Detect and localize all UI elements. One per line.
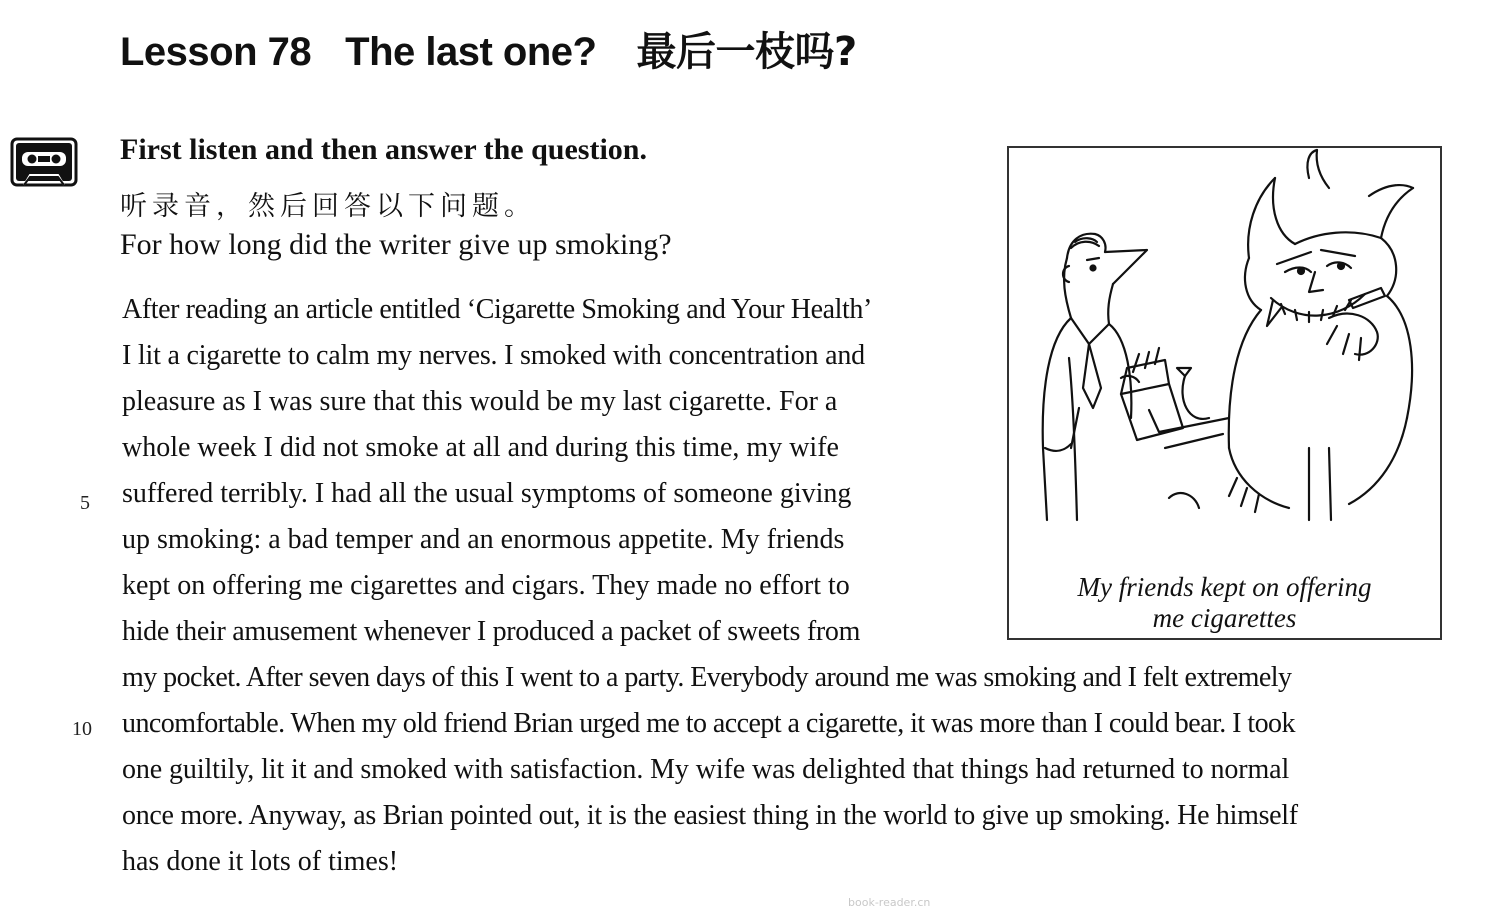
instruction-en: First listen and then answer the question.: [120, 133, 647, 166]
line-number-5: 5: [80, 492, 90, 514]
figure-caption-line2: me cigarettes: [1152, 603, 1297, 633]
passage-line: has done it lots of times!: [122, 846, 399, 877]
watermark-text: book-reader.cn: [848, 896, 931, 909]
passage-line: I lit a cigarette to calm my nerves. I smoked with concentration and: [122, 340, 865, 371]
lesson-title-en: The last one?: [345, 30, 597, 74]
lesson-title: [120, 20, 857, 77]
passage-line: my pocket. After seven days of this I went to a party. Everybody around me was smoking and I felt extremely: [122, 662, 1292, 693]
figure-caption-line1: My friends kept on offering: [1077, 572, 1372, 602]
lesson-number: Lesson 78: [120, 30, 312, 74]
cassette-icon[interactable]: [10, 137, 78, 191]
passage-line: up smoking: a bad temper and an enormous appetite. My friends: [122, 524, 845, 555]
question-text: For how long did the writer give up smoking?: [120, 228, 672, 261]
instruction-zh: 听录音，然后回答以下问题。: [120, 191, 536, 222]
line-number-10: 10: [72, 718, 92, 740]
passage-line: once more. Anyway, as Brian pointed out, it is the easiest thing in the world to give up smoking. He himself: [122, 800, 1298, 831]
passage-line: uncomfortable. When my old friend Brian urged me to accept a cigarette, it was more than I could bear. I took: [122, 708, 1295, 739]
passage-line: kept on offering me cigarettes and cigars. They made no effort to: [122, 570, 850, 601]
passage-line: one guiltily, lit it and smoked with satisfaction. My wife was delighted that things had returned to normal: [122, 754, 1290, 785]
cartoon-illustration: [1009, 148, 1440, 568]
passage-line: After reading an article entitled ‘Cigarette Smoking and Your Health’: [122, 294, 872, 325]
passage-line: suffered terribly. I had all the usual symptoms of someone giving: [122, 478, 852, 509]
lesson-title-zh: 最后一枝吗?: [636, 29, 857, 75]
passage-line: whole week I did not smoke at all and during this time, my wife: [122, 432, 839, 463]
illustration-figure: [1007, 146, 1442, 640]
passage-line: hide their amusement whenever I produced a packet of sweets from: [122, 616, 861, 647]
passage-line: pleasure as I was sure that this would be my last cigarette. For a: [122, 386, 838, 417]
